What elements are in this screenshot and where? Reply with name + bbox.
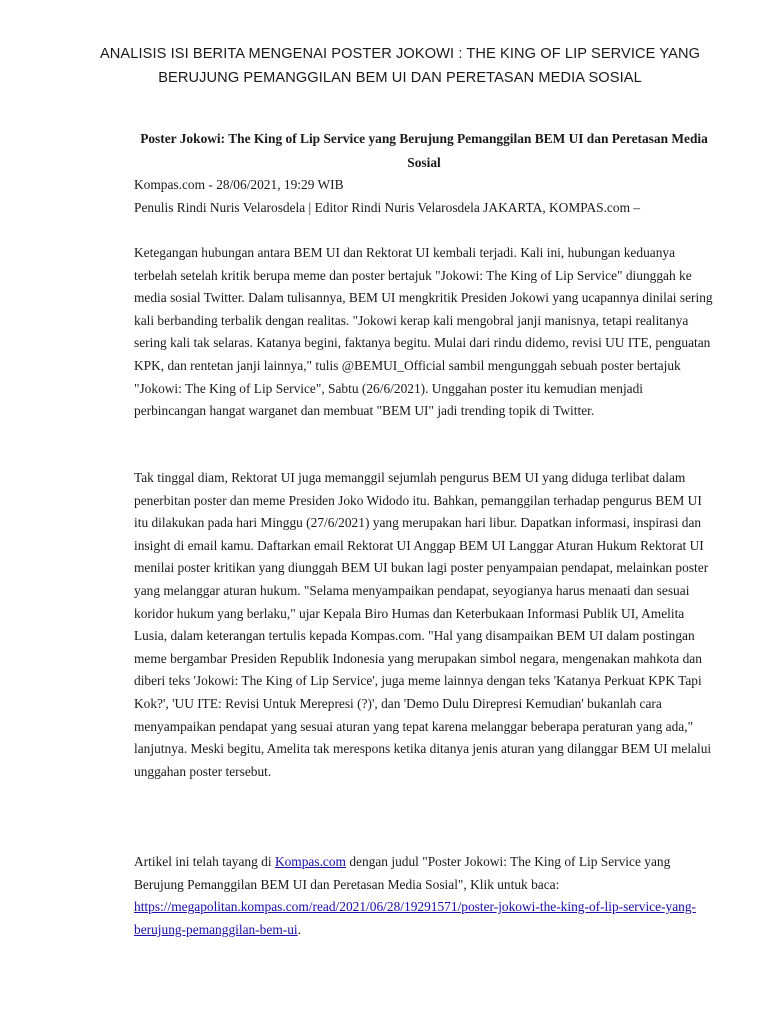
article-meta [134, 174, 714, 219]
closing-paragraph [134, 851, 714, 941]
document-title: ANALISIS ISI BERITA MENGENAI POSTER JOKOWI : THE KING OF LIP SERVICE YANG BERUJUNG PEMANGGILAN BEM UI DAN PERETASAN MEDIA SOSIAL [99, 46, 701, 86]
article-url-link[interactable]: https://megapolitan.kompas.com/read/2021/06/28/19291571/poster-jokowi-the-king-of-lip-service-yang-berujung-pemanggilan-bem-ui [134, 899, 697, 937]
byline: Penulis Rindi Nuris Velarosdela | Editor Rindi Nuris Velarosdela JAKARTA, KOMPAS.com – [134, 199, 641, 215]
source-line: Kompas.com - 28/06/2021, 19:29 WIB [134, 177, 344, 192]
closing-text-before-link: Artikel ini telah tayang di [134, 854, 275, 869]
article-title: Poster Jokowi: The King of Lip Service yang Berujung Pemanggilan BEM UI dan Peretasan Media Sosial [140, 131, 708, 170]
closing-text-end: . [297, 921, 301, 937]
kompas-source-link[interactable]: Kompas.com [274, 854, 346, 869]
closing-text-middle: dengan judul "Poster Jokowi: The King of Lip Service yang Berujung Pemanggilan BEM UI dan Peretasan Media Sosial", Klik untuk baca: [134, 854, 671, 892]
paragraph-1: Ketegangan hubungan antara BEM UI dan Rektorat UI kembali terjadi. Kali ini, hubungan keduanya terbelah setelah kritik berupa meme dan poster bertajuk "Jokowi: The King of Lip Service" diunggah ke media sosial Twitter. Dalam tulisannya, BEM UI mengkritik Presiden Jokowi yang ucapannya dinilai sering kali berbanding terbalik dengan realitas. "Jokowi kerap kali mengobral janji manisnya, tetapi realitanya sering kali tak selaras. Katanya begini, faktanya begitu. Mulai dari rindu didemo, revisi UU ITE, penguatan KPK, dan rentetan janji lainnya," tulis @BEMUI_Official sambil mengunggah sebuah poster bertajuk "Jokowi: The King of Lip Service", Sabtu (26/6/2021). Unggahan poster itu kemudian menjadi perbincangan hangat warganet dan membuat "BEM UI" jadi trending topik di Twitter. [134, 245, 713, 419]
paragraph-2: Tak tinggal diam, Rektorat UI juga memanggil sejumlah pengurus BEM UI yang diduga terlibat dalam penerbitan poster dan meme Presiden Joko Widodo itu. Bahkan, pemanggilan terhadap pengurus BEM UI itu dilakukan pada hari Minggu (27/6/2021) yang merupakan hari libur. Dapatkan informasi, inspirasi dan insight di email kamu. Daftarkan email Rektorat UI Anggap BEM UI Langgar Aturan Hukum Rektorat UI menilai poster kritikan yang diunggah BEM UI bukan lagi poster penyampaian pendapat, melainkan poster yang melanggar aturan hukum. "Selama menyampaikan pendapat, seyogianya harus menaati dan sesuai koridor hukum yang berlaku," ujar Kepala Biro Humas dan Keterbukaan Informasi Publik UI, Amelita Lusia, dalam keterangan tertulis kepada Kompas.com. "Hal yang disampaikan BEM UI dalam postingan meme bergambar Presiden Republik Indonesia yang merupakan simbol negara, mengenakan mahkota dan diberi teks 'Jokowi: The King of Lip Service', juga meme lainnya dengan teks 'Katanya Perkuat KPK Tapi Kok?', 'UU ITE: Revisi Untuk Merepresi (?)', dan 'Demo Dulu Direpresi Kemudian' bukanlah cara menyampaikan pendapat yang sesuai aturan yang tepat karena melanggar beberapa peraturan yang ada," lanjutnya. Meski begitu, Amelita tak merespons ketika ditanya jenis aturan yang dilanggar BEM UI melalui unggahan poster tersebut. [134, 470, 712, 779]
